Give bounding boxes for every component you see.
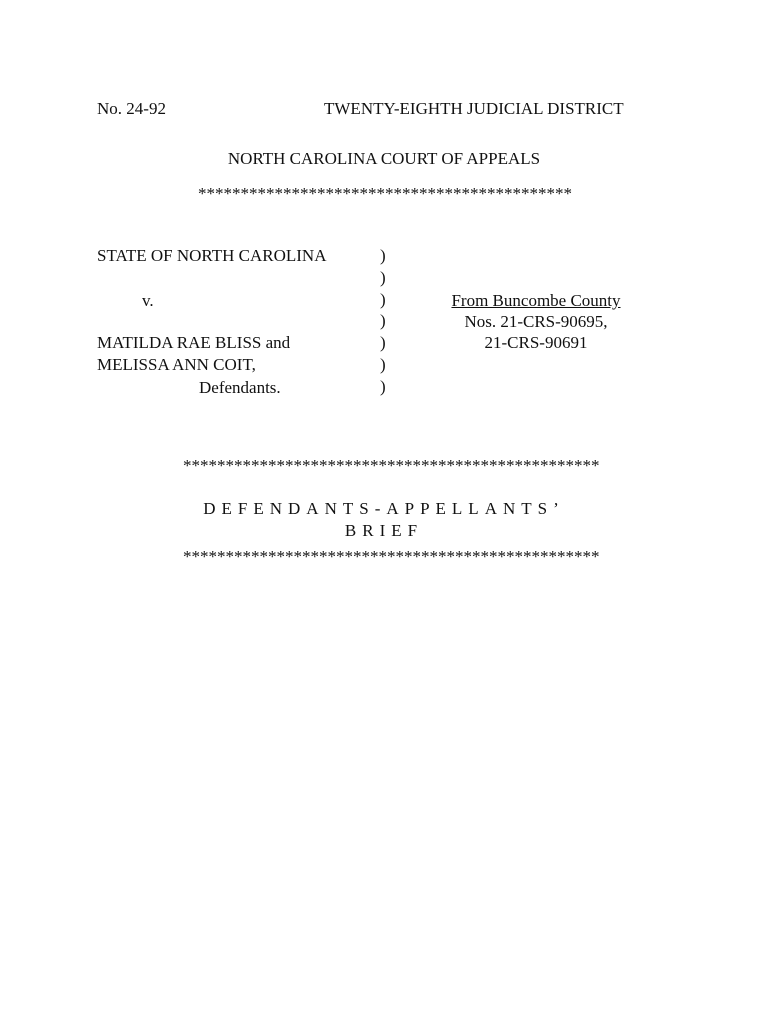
caption-parentheses [380,245,386,398]
judicial-district: TWENTY-EIGHTH JUDICIAL DISTRICT [324,99,624,118]
caption-paren: ) [380,311,386,331]
caption-paren: ) [380,267,386,287]
court-name: NORTH CAROLINA COURT OF APPEALS [227,149,541,168]
caption-paren: ) [380,354,386,374]
origin-case-numbers-line1: Nos. 21-CRS-90695, [464,312,608,331]
caption-paren: ) [380,289,386,309]
origin-county: From Buncombe County [451,291,621,310]
caption-paren: ) [380,246,386,265]
caption-paren: ) [380,376,386,396]
brief-title-line1: DEFENDANTS-APPELLANTS’ [203,499,565,518]
defendant-role: Defendants. [199,378,281,397]
origin-case-numbers-line2: 21-CRS-90691 [484,333,588,352]
case-number: No. 24-92 [97,99,166,118]
defendant-names-line2: MELISSA ANN COIT, [97,355,256,374]
plaintiff-name: STATE OF NORTH CAROLINA [97,246,327,265]
defendant-names-line1: MATILDA RAE BLISS and [97,333,291,352]
caption-paren: ) [380,333,386,353]
separator-top: ******************************************** [198,184,572,203]
separator-after-title: ************************************************* [183,547,600,566]
versus-label: v. [142,291,154,310]
separator-before-title: ************************************************* [183,456,600,475]
case-origin [436,290,636,353]
brief-title-line2: BRIEF [344,521,424,540]
